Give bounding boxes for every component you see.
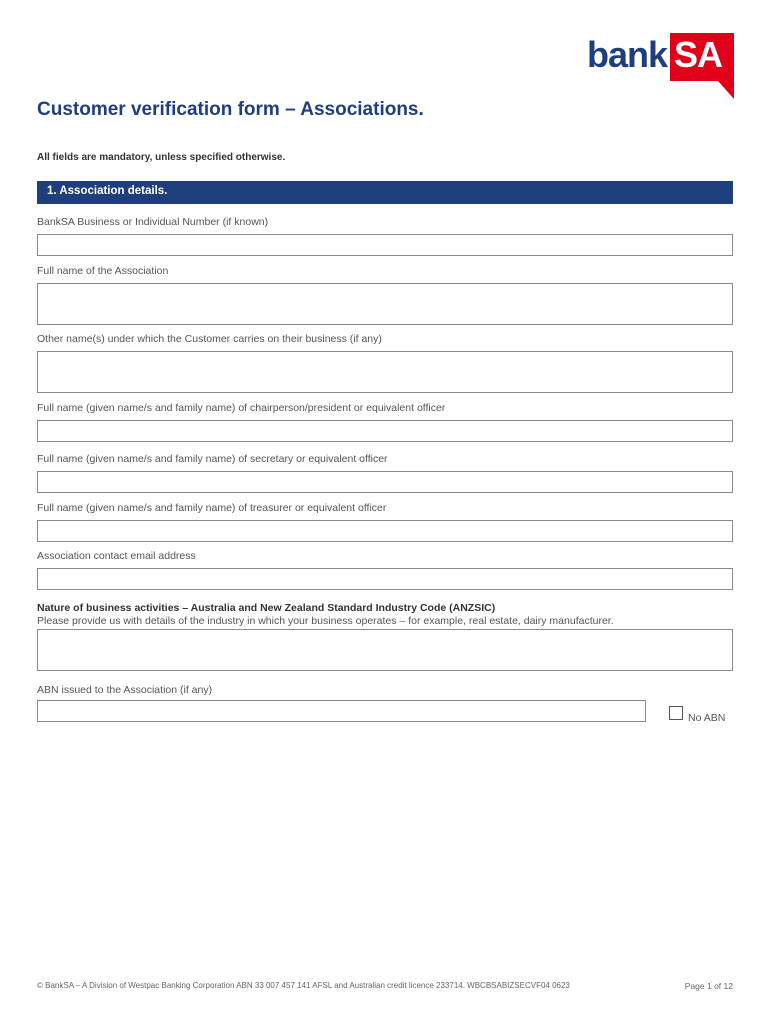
banksa-number-input[interactable] xyxy=(37,234,733,256)
banksa-number-label: BankSA Business or Individual Number (if known) xyxy=(37,216,269,228)
logo-text-sa: SA xyxy=(674,34,723,75)
full-name-input[interactable] xyxy=(37,283,733,325)
no-abn-label: No ABN xyxy=(688,712,726,724)
abn-label: ABN issued to the Association (if any) xyxy=(37,684,213,696)
footer-legal: © BankSA – A Division of Westpac Banking Corporation ABN 33 007 457 141 AFSL and Australian credit licence 233714. WBCBSABIZSECVF04 0623 xyxy=(37,981,570,990)
chairperson-input[interactable] xyxy=(37,420,733,442)
page-number: Page 1 of 12 xyxy=(684,981,733,991)
secretary-label: Full name (given name/s and family name) of secretary or equivalent officer xyxy=(37,453,388,465)
banksa-logo xyxy=(587,33,735,99)
email-label: Association contact email address xyxy=(37,550,196,562)
secretary-input[interactable] xyxy=(37,471,733,493)
email-input[interactable] xyxy=(37,568,733,590)
nature-help-text: Please provide us with details of the industry in which your business operates – for example, real estate, dairy manufacturer. xyxy=(37,615,614,627)
chairperson-label: Full name (given name/s and family name) of chairperson/president or equivalent officer xyxy=(37,402,446,414)
section-header-association-details: 1. Association details. xyxy=(37,181,733,204)
full-name-label: Full name of the Association xyxy=(37,265,169,277)
no-abn-checkbox[interactable] xyxy=(669,706,683,720)
mandatory-note: All fields are mandatory, unless specified otherwise. xyxy=(37,152,286,163)
nature-input[interactable] xyxy=(37,629,733,671)
other-names-input[interactable] xyxy=(37,351,733,393)
nature-label: Nature of business activities – Australia and New Zealand Standard Industry Code (ANZSIC) xyxy=(37,602,496,614)
form-title: Customer verification form – Associations. xyxy=(37,99,424,120)
treasurer-input[interactable] xyxy=(37,520,733,542)
treasurer-label: Full name (given name/s and family name) of treasurer or equivalent officer xyxy=(37,502,387,514)
abn-input[interactable] xyxy=(37,700,646,722)
other-names-label: Other name(s) under which the Customer carries on their business (if any) xyxy=(37,333,382,345)
logo-text-bank: bank xyxy=(587,34,668,75)
